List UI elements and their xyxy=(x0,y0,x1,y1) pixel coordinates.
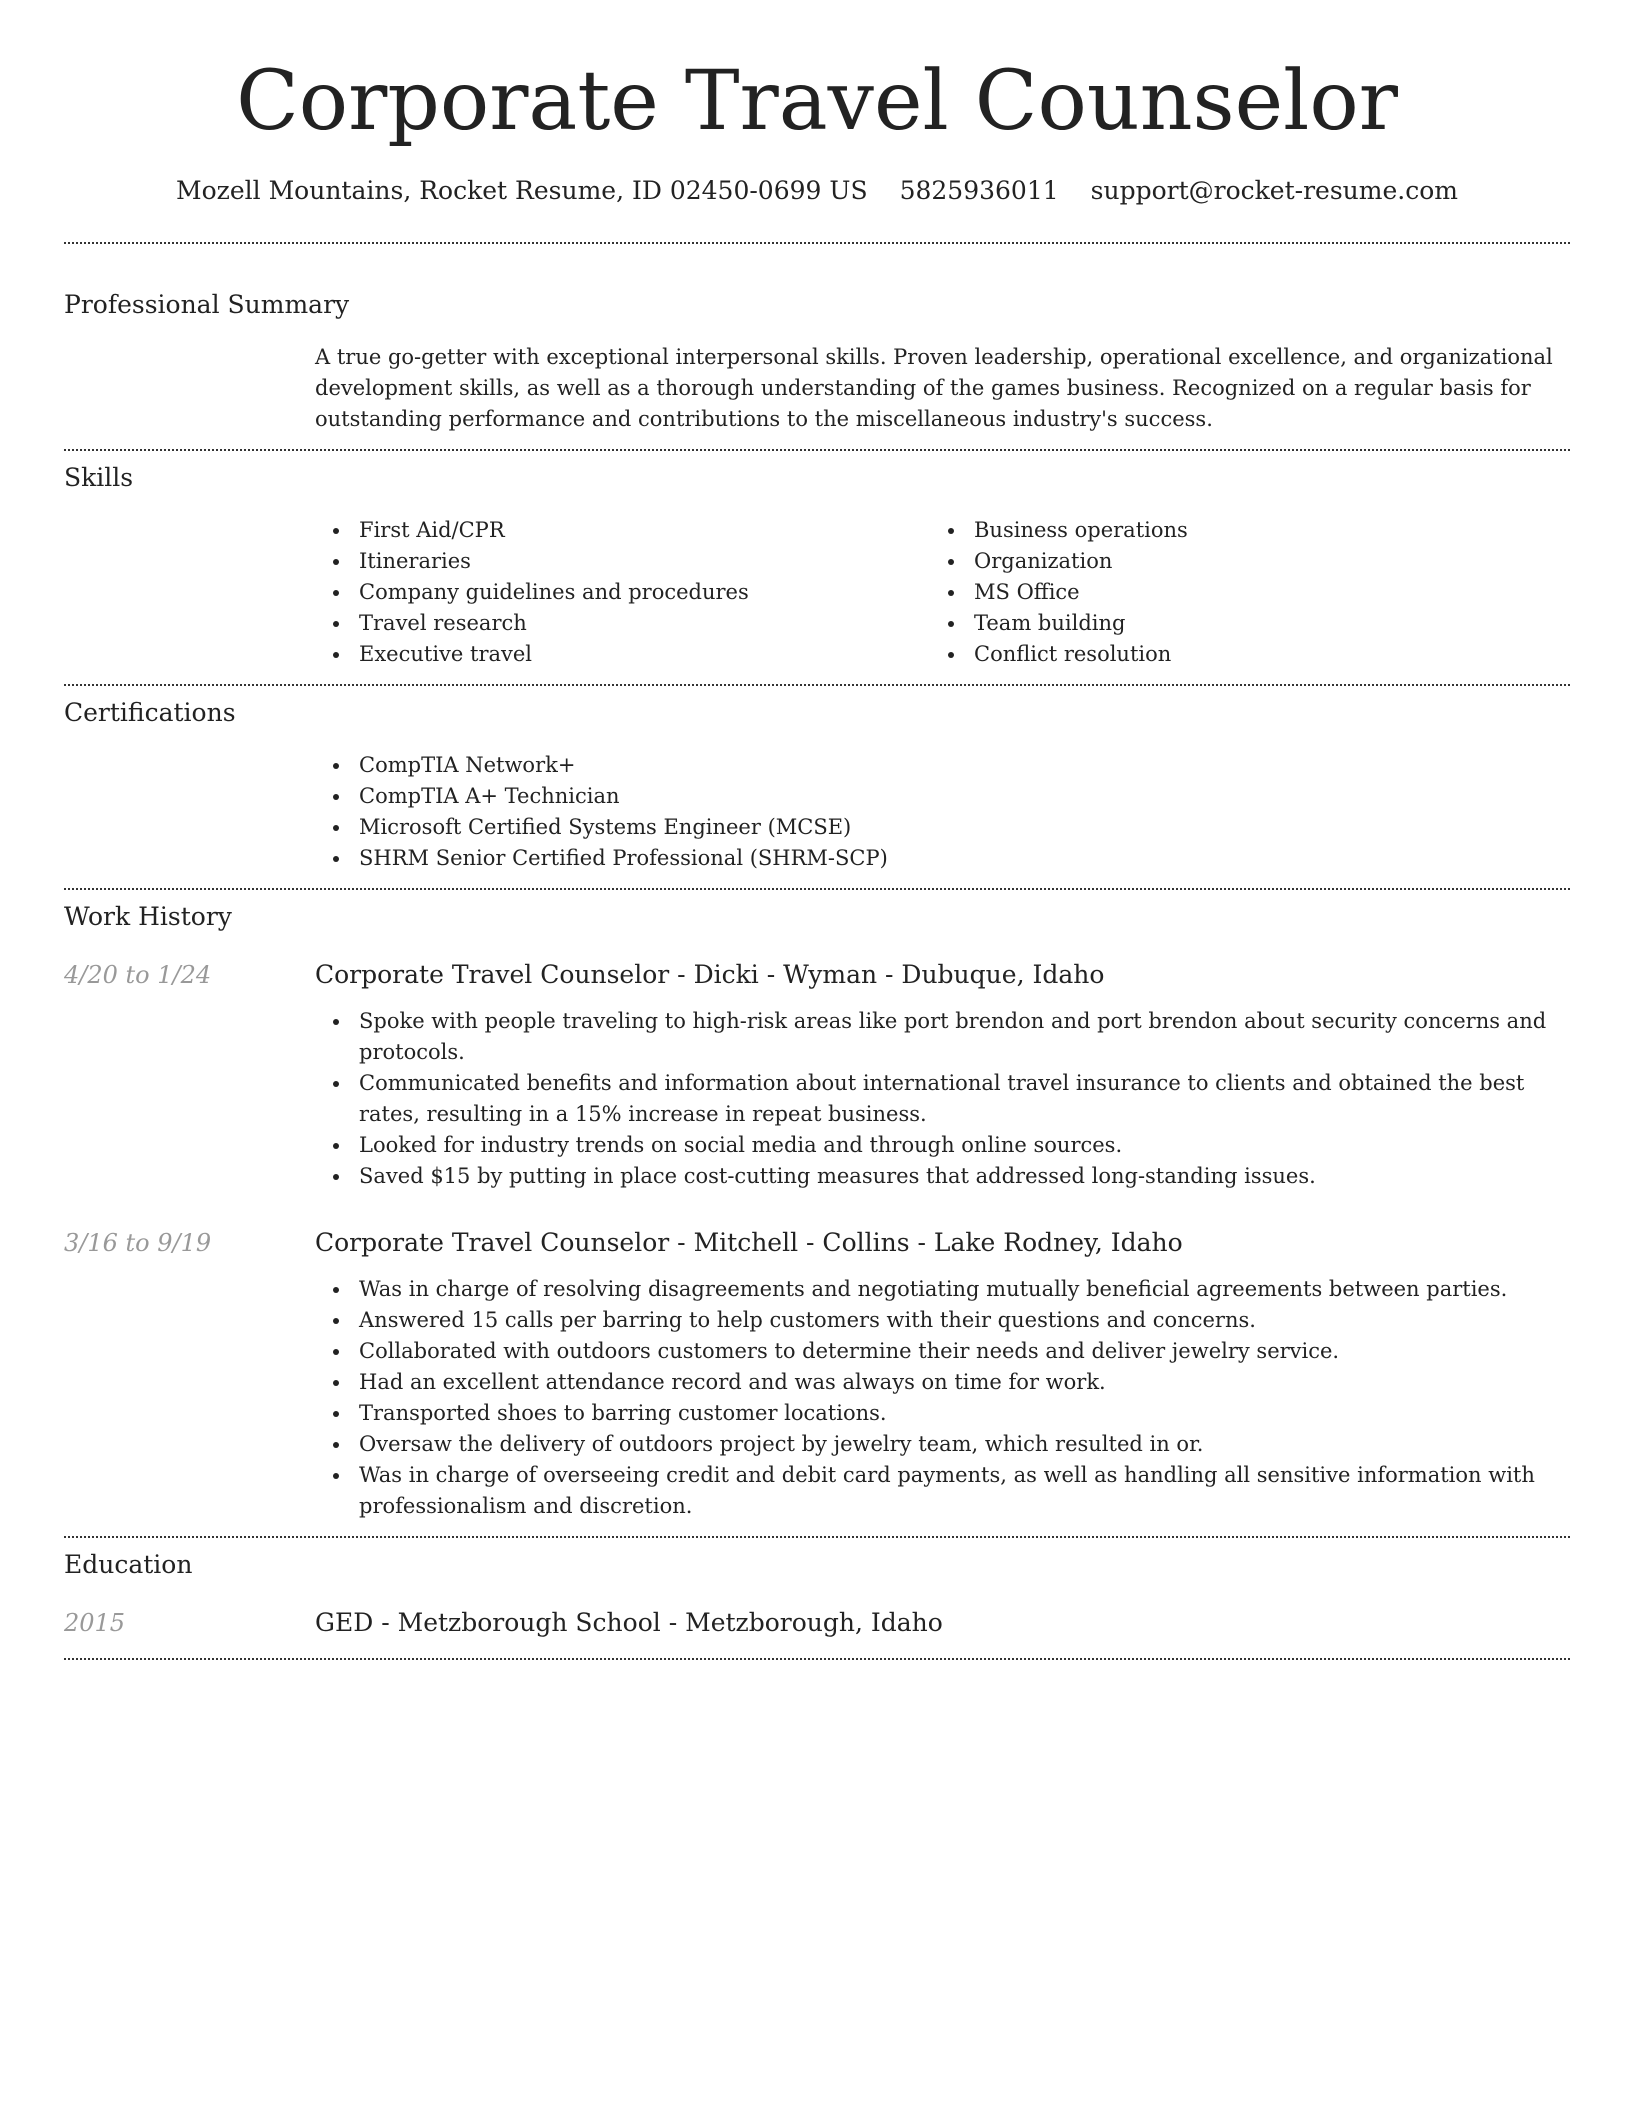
education-section xyxy=(64,1538,1570,1658)
job-bullet: Transported shoes to barring customer locations. xyxy=(315,1398,1570,1429)
certifications-section xyxy=(64,686,1570,888)
skill-item: Company guidelines and procedures xyxy=(315,577,930,608)
skill-item: First Aid/CPR xyxy=(315,515,930,546)
work-history-section xyxy=(64,890,1570,1536)
summary-heading: Professional Summary xyxy=(64,290,350,319)
education-heading: Education xyxy=(64,1550,193,1579)
job-bullet: Looked for industry trends on social media and through online sources. xyxy=(315,1130,1570,1161)
contact-address: Mozell Mountains, Rocket Resume, ID 02450-0699 US xyxy=(176,176,868,205)
skills-heading: Skills xyxy=(64,463,134,492)
skills-section xyxy=(64,451,1570,684)
education-heading-line: GED - Metzborough School - Metzborough, Idaho xyxy=(315,1608,943,1637)
education-entry xyxy=(64,1606,1570,1640)
divider xyxy=(64,1658,1570,1660)
certification-item: CompTIA A+ Technician xyxy=(315,781,1570,812)
skill-item: Itineraries xyxy=(315,546,930,577)
job-dates: 4/20 to 1/24 xyxy=(64,961,212,989)
job-entry xyxy=(64,1226,1570,1522)
education-year: 2015 xyxy=(64,1609,126,1637)
job-bullet: Was in charge of overseeing credit and debit card payments, as well as handling all sensitive information with professionalism and discretion. xyxy=(315,1460,1570,1522)
skills-list-left xyxy=(315,515,930,670)
certifications-list xyxy=(315,750,1570,874)
job-bullets xyxy=(315,1274,1570,1522)
certification-item: SHRM Senior Certified Professional (SHRM-SCP) xyxy=(315,843,1570,874)
resume-header xyxy=(64,0,1570,208)
contact-phone: 5825936011 xyxy=(899,176,1059,205)
skill-item: Business operations xyxy=(930,515,1545,546)
job-bullet: Had an excellent attendance record and was always on time for work. xyxy=(315,1367,1570,1398)
skill-item: Executive travel xyxy=(315,639,930,670)
candidate-name: Corporate Travel Counselor xyxy=(236,54,1398,149)
summary-text: A true go-getter with exceptional interpersonal skills. Proven leadership, operational excellence, and organizational development skills, as well as a thorough understanding of the games business. Recognized on a regular basis for outstanding performance and contributions to the miscellaneous industry's success. xyxy=(315,345,1553,431)
job-bullet: Was in charge of resolving disagreements and negotiating mutually beneficial agreements between parties. xyxy=(315,1274,1570,1305)
certification-item: CompTIA Network+ xyxy=(315,750,1570,781)
job-entry xyxy=(64,958,1570,1192)
job-bullet: Collaborated with outdoors customers to determine their needs and deliver jewelry service. xyxy=(315,1336,1570,1367)
job-dates: 3/16 to 9/19 xyxy=(64,1229,212,1257)
resume-page xyxy=(64,0,1570,1660)
skill-item: Travel research xyxy=(315,608,930,639)
work-history-heading: Work History xyxy=(64,902,232,931)
skill-item: MS Office xyxy=(930,577,1545,608)
contact-email: support@rocket-resume.com xyxy=(1090,176,1458,205)
skill-item: Team building xyxy=(930,608,1545,639)
job-bullet: Spoke with people traveling to high-risk areas like port brendon and port brendon about security concerns and protocols. xyxy=(315,1006,1570,1068)
job-bullet: Communicated benefits and information about international travel insurance to clients and obtained the best rates, resulting in a 15% increase in repeat business. xyxy=(315,1068,1570,1130)
certification-item: Microsoft Certified Systems Engineer (MCSE) xyxy=(315,812,1570,843)
job-heading: Corporate Travel Counselor - Mitchell - Collins - Lake Rodney, Idaho xyxy=(315,1228,1183,1257)
job-heading: Corporate Travel Counselor - Dicki - Wyman - Dubuque, Idaho xyxy=(315,960,1105,989)
job-bullet: Saved $15 by putting in place cost-cutting measures that addressed long-standing issues. xyxy=(315,1161,1570,1192)
contact-line xyxy=(64,174,1570,208)
job-bullet: Oversaw the delivery of outdoors project by jewelry team, which resulted in or. xyxy=(315,1429,1570,1460)
certifications-heading: Certifications xyxy=(64,698,236,727)
job-bullet: Answered 15 calls per barring to help customers with their questions and concerns. xyxy=(315,1305,1570,1336)
skill-item: Organization xyxy=(930,546,1545,577)
summary-section xyxy=(64,244,1570,449)
job-bullets xyxy=(315,1006,1570,1192)
skills-list-right xyxy=(930,515,1545,670)
skill-item: Conflict resolution xyxy=(930,639,1545,670)
